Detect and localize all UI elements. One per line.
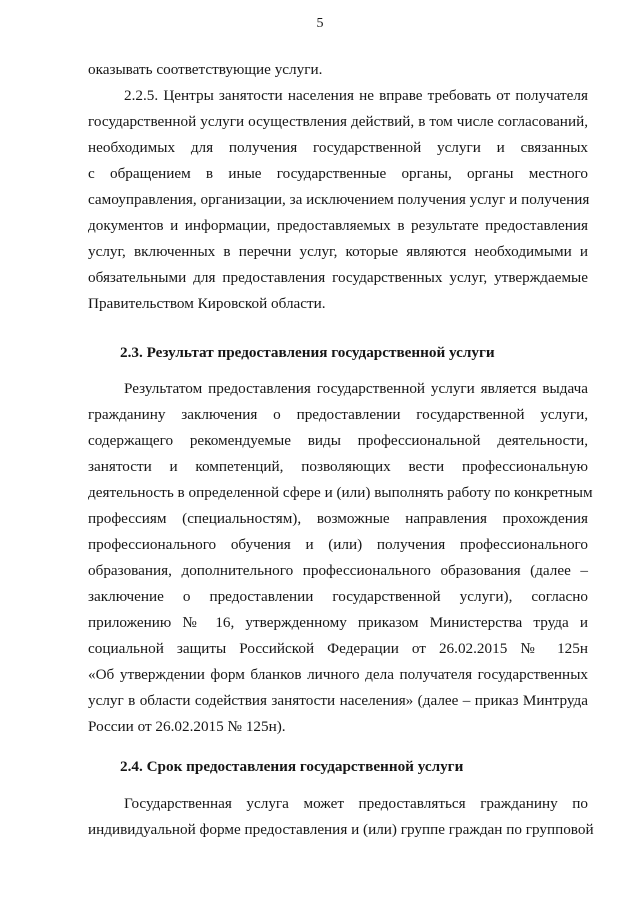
paragraph-line: Результатом предоставления государственной услуги является выдача <box>124 380 588 397</box>
paragraph-line: деятельность в определенной сфере и (или) выполнять работу по конкретным <box>88 484 593 501</box>
paragraph-line: 2.2.5. Центры занятости населения не вправе требовать от получателя <box>124 87 588 104</box>
paragraph-line: необходимых для получения государственной услуги и связанных <box>88 139 588 156</box>
paragraph-line: гражданину заключения о предоставлении государственной услуги, <box>88 406 588 423</box>
paragraph-line: документов и информации, предоставляемых в результате предоставления <box>88 217 588 234</box>
paragraph-line: «Об утверждении форм бланков личного дела получателя государственных <box>88 666 588 683</box>
section-2-4-text <box>88 791 594 843</box>
section-2-2-text <box>88 57 588 317</box>
paragraph-line: образования, дополнительного профессионального образования (далее – <box>88 562 588 579</box>
paragraph-line: содержащего рекомендуемые виды профессиональной деятельности, <box>88 432 588 449</box>
section-2-3-heading: 2.3. Результат предоставления государственной услуги <box>120 344 495 361</box>
paragraph-line: услуг в области содействия занятости населения» (далее – приказ Минтруда <box>88 692 588 709</box>
paragraph-line: государственной услуги осуществления действий, в том числе согласований, <box>88 113 588 130</box>
paragraph-line: самоуправления, организации, за исключением получения услуг и получения <box>88 191 590 208</box>
paragraph-line: заключение о предоставлении государственной услуги), согласно <box>88 588 588 605</box>
paragraph-line: Государственная услуга может предоставляться гражданину по <box>124 795 588 812</box>
paragraph-line: оказывать соответствующие услуги. <box>88 61 323 78</box>
paragraph-line: с обращением в иные государственные органы, органы местного <box>88 165 588 182</box>
paragraph-line: услуг, включенных в перечни услуг, которые являются необходимыми и <box>88 243 588 260</box>
section-2-4-heading: 2.4. Срок предоставления государственной услуги <box>120 758 464 775</box>
paragraph-line: занятости и компетенций, позволяющих вести профессиональную <box>88 458 588 475</box>
paragraph-line: Правительством Кировской области. <box>88 295 326 312</box>
paragraph-line: профессионального обучения и (или) получения профессионального <box>88 536 588 553</box>
page-number: 5 <box>316 16 324 31</box>
paragraph-line: социальной защиты Российской Федерации от 26.02.2015 № 125н <box>88 640 588 657</box>
paragraph-line: России от 26.02.2015 № 125н). <box>88 718 286 735</box>
paragraph-line: профессиям (специальностям), возможные направления прохождения <box>88 510 588 527</box>
paragraph-line: индивидуальной форме предоставления и (или) группе граждан по групповой <box>88 821 594 838</box>
section-2-3-text <box>88 376 593 740</box>
paragraph-line: приложению № 16, утвержденному приказом Министерства труда и <box>88 614 588 631</box>
paragraph-line: обязательными для предоставления государственных услуг, утверждаемые <box>88 269 588 286</box>
